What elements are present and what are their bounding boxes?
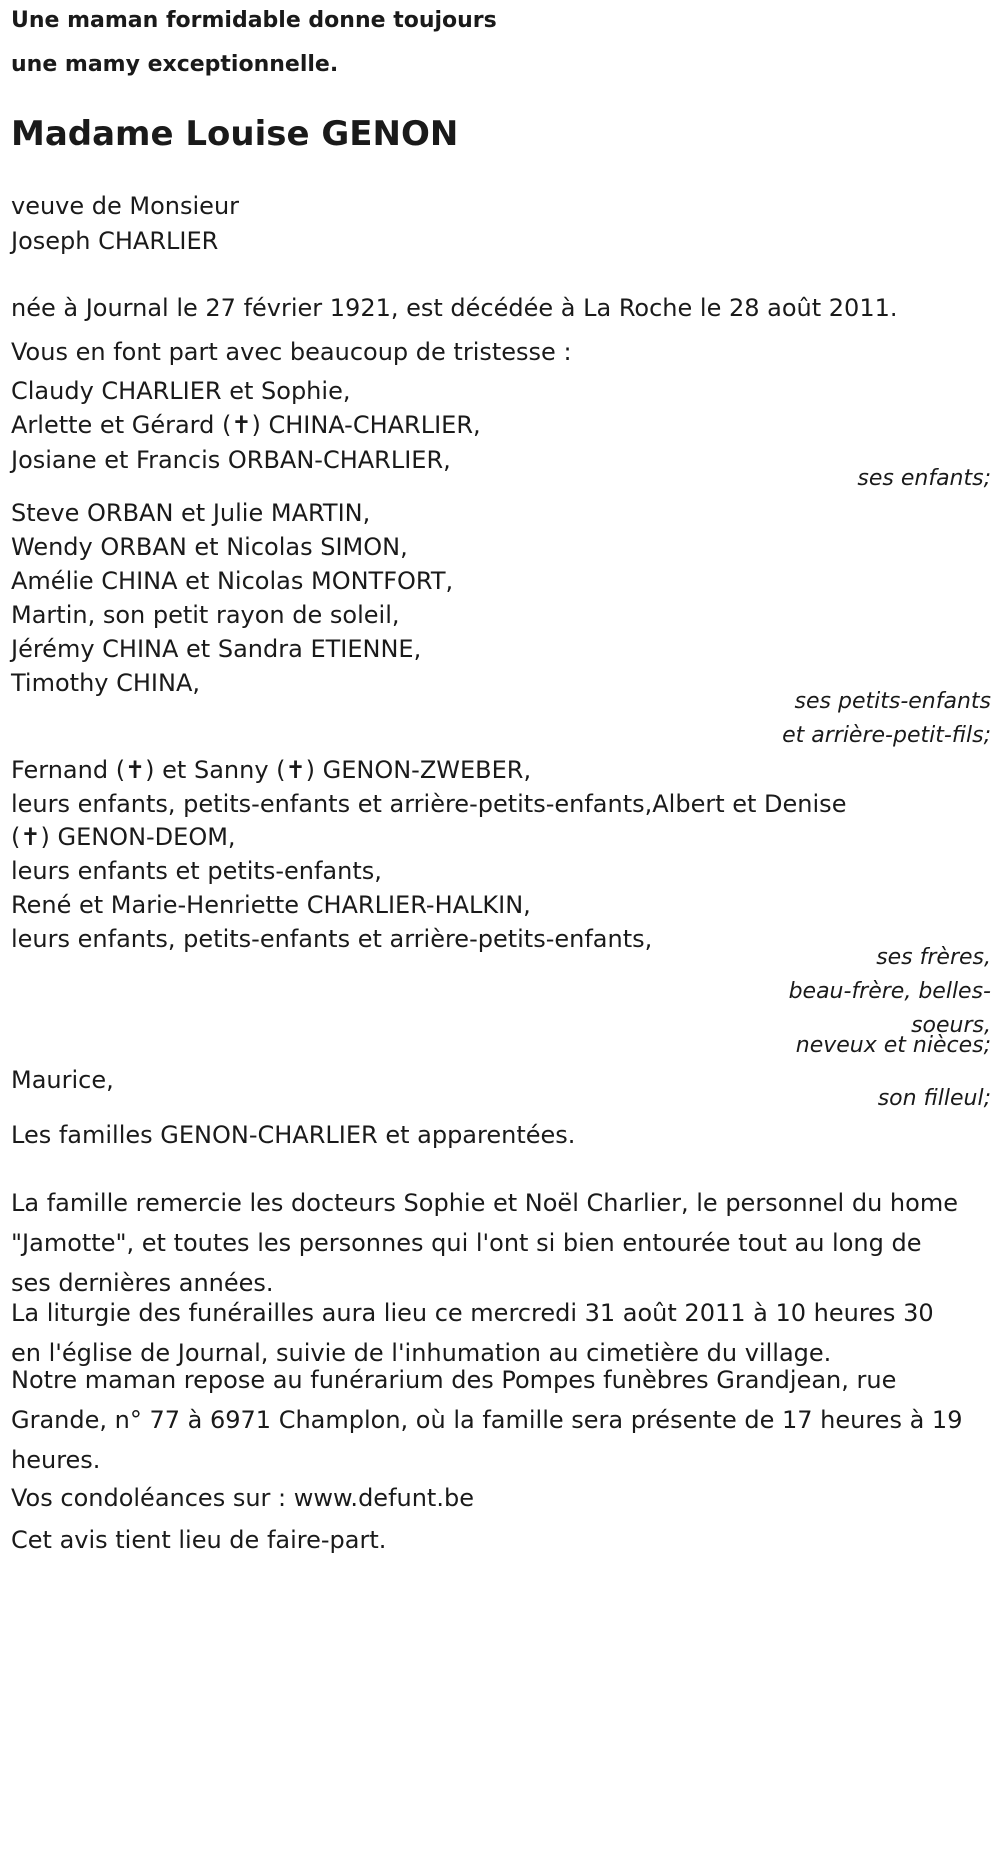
- godson-name: Maurice,: [11, 1066, 114, 1094]
- child-name: Claudy CHARLIER et Sophie,: [11, 377, 351, 405]
- relation-siblings: beau-frère, belles-: [788, 979, 991, 1004]
- families-line: Les familles GENON-CHARLIER et apparentées.: [11, 1121, 576, 1149]
- sibling-line: Fernand (✝) et Sanny (✝) GENON-ZWEBER,: [11, 756, 532, 784]
- sibling-line: leurs enfants et petits-enfants,: [11, 857, 382, 885]
- closing-line: Cet avis tient lieu de faire-part.: [11, 1526, 387, 1554]
- funeral-paragraph: La liturgie des funérailles aura lieu ce mercredi 31 août 2011 à 10 heures 30 en l'église de Journal, suivie de l'inhumation au cimetière du village.: [11, 1299, 934, 1367]
- funerarium-paragraph: Notre maman repose au funérarium des Pompes funèbres Grandjean, rue Grande, n° 77 à 6971 Champlon, où la famille sera présente de 17 heures à 19 heures.: [11, 1366, 963, 1474]
- condolences-line: Vos condoléances sur : www.defunt.be: [11, 1484, 474, 1512]
- relation-godson: son filleul;: [877, 1086, 991, 1111]
- relation-siblings: soeurs,: [911, 1013, 991, 1038]
- grandchild-name: Wendy ORBAN et Nicolas SIMON,: [11, 533, 408, 561]
- sibling-line: leurs enfants, petits-enfants et arrière-petits-enfants,: [11, 925, 653, 953]
- sibling-line: (✝) GENON-DEOM,: [11, 823, 236, 851]
- epigraph-line-2: une mamy exceptionnelle.: [11, 52, 339, 77]
- thanks-paragraph: La famille remercie les docteurs Sophie et Noël Charlier, le personnel du home "Jamotte", et toutes les personnes qui l'ont si bien entourée tout au long de ses dernières années.: [11, 1189, 958, 1297]
- grandchild-name: Amélie CHINA et Nicolas MONTFORT,: [11, 567, 454, 595]
- grandchild-name: Jérémy CHINA et Sandra ETIENNE,: [11, 635, 422, 663]
- epigraph-line-1: Une maman formidable donne toujours: [11, 8, 497, 33]
- child-name: Josiane et Francis ORBAN-CHARLIER,: [11, 446, 451, 474]
- announcement: Vous en font part avec beaucoup de tristesse :: [11, 338, 572, 366]
- relation-siblings: ses frères,: [876, 945, 991, 970]
- deceased-name: Madame Louise GENON: [11, 114, 459, 154]
- grandchild-name: Timothy CHINA,: [11, 669, 200, 697]
- birth-death-line: née à Journal le 27 février 1921, est décédée à La Roche le 28 août 2011.: [11, 294, 898, 322]
- relation-grandchildren: ses petits-enfants: [794, 689, 991, 714]
- relation-siblings: neveux et nièces;: [795, 1033, 991, 1058]
- sibling-line: René et Marie-Henriette CHARLIER-HALKIN,: [11, 891, 531, 919]
- widow-line-1: veuve de Monsieur: [11, 192, 240, 220]
- widow-line-2: Joseph CHARLIER: [11, 227, 219, 255]
- sibling-line: leurs enfants, petits-enfants et arrière-petits-enfants,Albert et Denise: [11, 790, 847, 818]
- grandchild-name: Steve ORBAN et Julie MARTIN,: [11, 499, 371, 527]
- child-name: Arlette et Gérard (✝) CHINA-CHARLIER,: [11, 411, 481, 439]
- relation-children: ses enfants;: [857, 466, 991, 491]
- relation-grandchildren: et arrière-petit-fils;: [782, 723, 991, 748]
- grandchild-name: Martin, son petit rayon de soleil,: [11, 601, 400, 629]
